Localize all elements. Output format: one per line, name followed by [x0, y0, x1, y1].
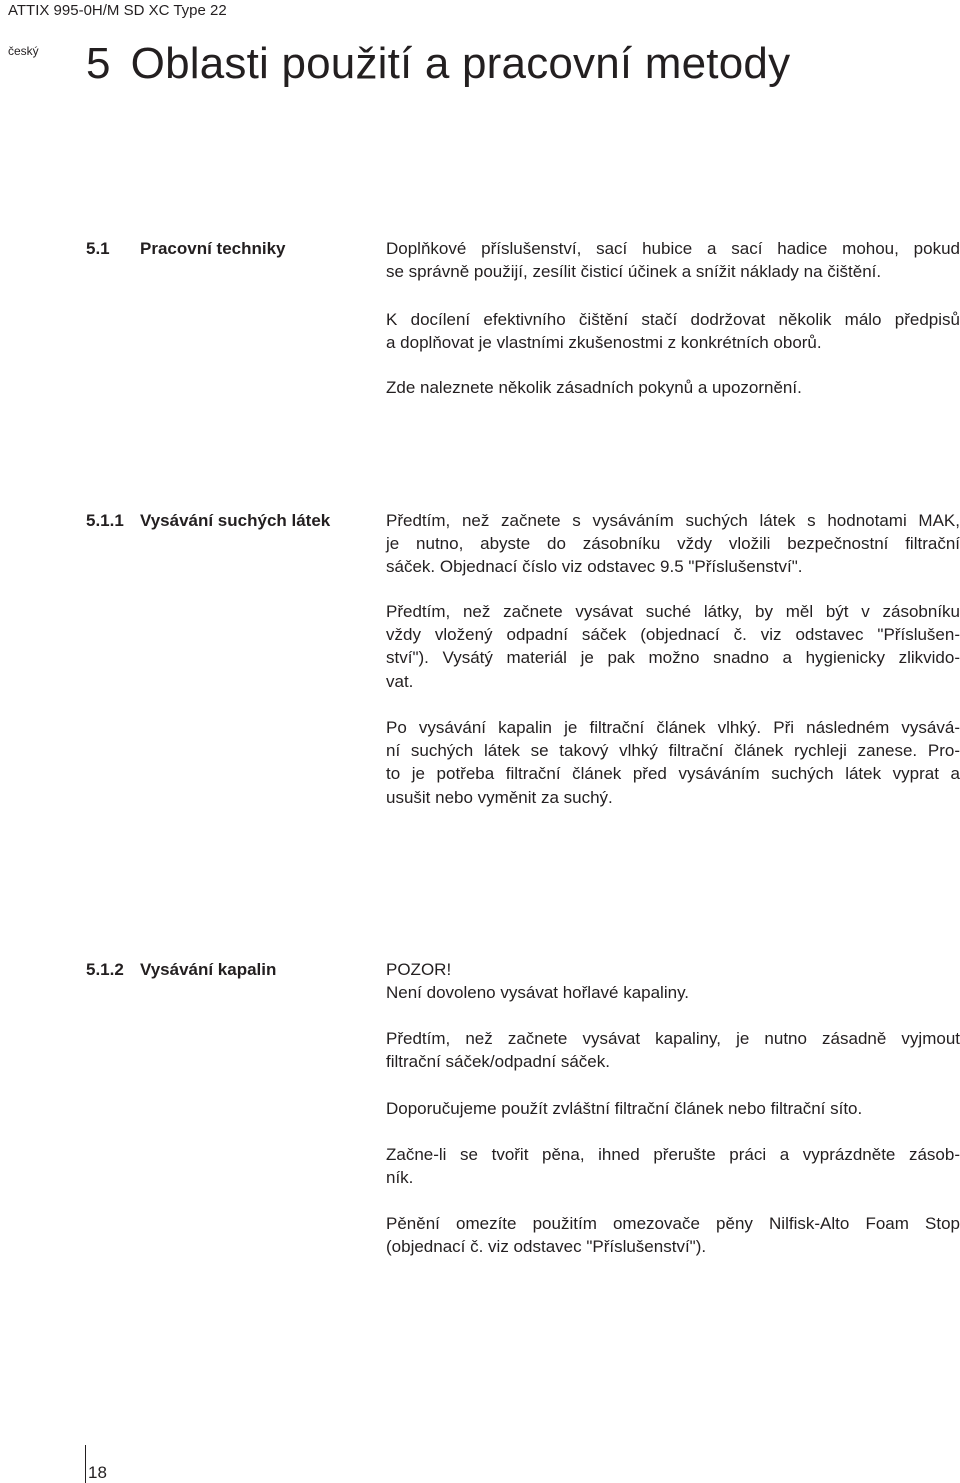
warning-paragraph: [386, 958, 960, 1004]
text-line: Doporučujeme použít zvláštní filtrační článek nebo filtrační síto.: [386, 1099, 863, 1118]
chapter-number: 5: [86, 39, 111, 88]
text-line: je nutno, abyste do zásobníku vždy vložili bezpečnostní filtrační: [386, 534, 960, 554]
text-line: Pěnění omezíte použitím omezovače pěny Nilfisk-Alto Foam Stop: [386, 1214, 960, 1233]
language-label: český: [8, 44, 39, 58]
paragraph: [386, 308, 960, 354]
text-line: ní suchých látek se takový vlhký filtrační článek rychleji zanese. Pro-: [386, 741, 960, 761]
text-line: usušit nebo vyměnit za suchý.: [386, 787, 613, 807]
chapter-title-text: Oblasti použití a pracovní metody: [130, 39, 791, 88]
paragraph: [386, 600, 960, 693]
warning-label: POZOR!: [386, 960, 452, 979]
document-header: ATTIX 995-0H/M SD XC Type 22: [8, 2, 227, 19]
section-title: Vysávání kapalin: [140, 960, 277, 979]
paragraph: [386, 237, 960, 283]
text-line: ství"). Vysátý materiál je pak možno snadno a hygienicky zlikvido-: [386, 648, 960, 668]
text-line: se správně použijí, zesílit čisticí účinek a snížit náklady na čištění.: [386, 262, 882, 282]
section-number: 5.1: [86, 239, 110, 258]
text-line: Předtím, než začnete vysávat suché látky, by měl být v zásobníku: [386, 602, 960, 621]
paragraph: [386, 376, 960, 399]
section-title: Pracovní techniky: [140, 239, 286, 258]
text-line: Předtím, než začnete s vysáváním suchých látek s hodnotami MAK,: [386, 511, 960, 530]
text-line: Po vysávání kapalin je filtrační článek vlhký. Při následném vysává-: [386, 718, 960, 737]
text-line: Předtím, než začnete vysávat kapaliny, je nutno zásadně vyjmout: [386, 1029, 960, 1048]
paragraph: [386, 509, 960, 579]
section-number: 5.1.1: [86, 511, 124, 530]
text-line: a doplňovat je vlastními zkušenostmi z konkrétních oborů.: [386, 333, 822, 353]
text-line: Není dovoleno vysávat hořlavé kapaliny.: [386, 983, 690, 1003]
section-number: 5.1.2: [86, 960, 124, 979]
text-line: vždy vložený odpadní sáček (objednací č. viz odstavec "Příslušen-: [386, 625, 960, 645]
chapter-title: [86, 38, 790, 90]
page-number: 18: [88, 1463, 107, 1482]
text-line: ník.: [386, 1168, 414, 1188]
text-line: K docílení efektivního čištění stačí dodržovat několik málo předpisů: [386, 310, 960, 329]
paragraph: [386, 716, 960, 809]
paragraph: [386, 1097, 960, 1120]
paragraph: [386, 1143, 960, 1189]
text-line: sáček. Objednací číslo viz odstavec 9.5 "Příslušenství".: [386, 557, 803, 577]
text-line: Doplňkové příslušenství, sací hubice a sací hadice mohou, pokud: [386, 239, 960, 258]
paragraph: [386, 1027, 960, 1073]
paragraph: [386, 1212, 960, 1258]
text-line: (objednací č. viz odstavec "Příslušenství").: [386, 1237, 707, 1257]
text-line: to je potřeba filtrační článek před vysáváním suchých látek vyprat a: [386, 764, 960, 784]
section-title: Vysávání suchých látek: [140, 511, 331, 530]
text-line: Začne-li se tvořit pěna, ihned přerušte práci a vyprázdněte zásob-: [386, 1145, 960, 1164]
text-line: vat.: [386, 671, 414, 691]
text-line: filtrační sáček/odpadní sáček.: [386, 1052, 610, 1072]
footer-rule: [85, 1445, 86, 1483]
text-line: Zde naleznete několik zásadních pokynů a upozornění.: [386, 378, 802, 397]
